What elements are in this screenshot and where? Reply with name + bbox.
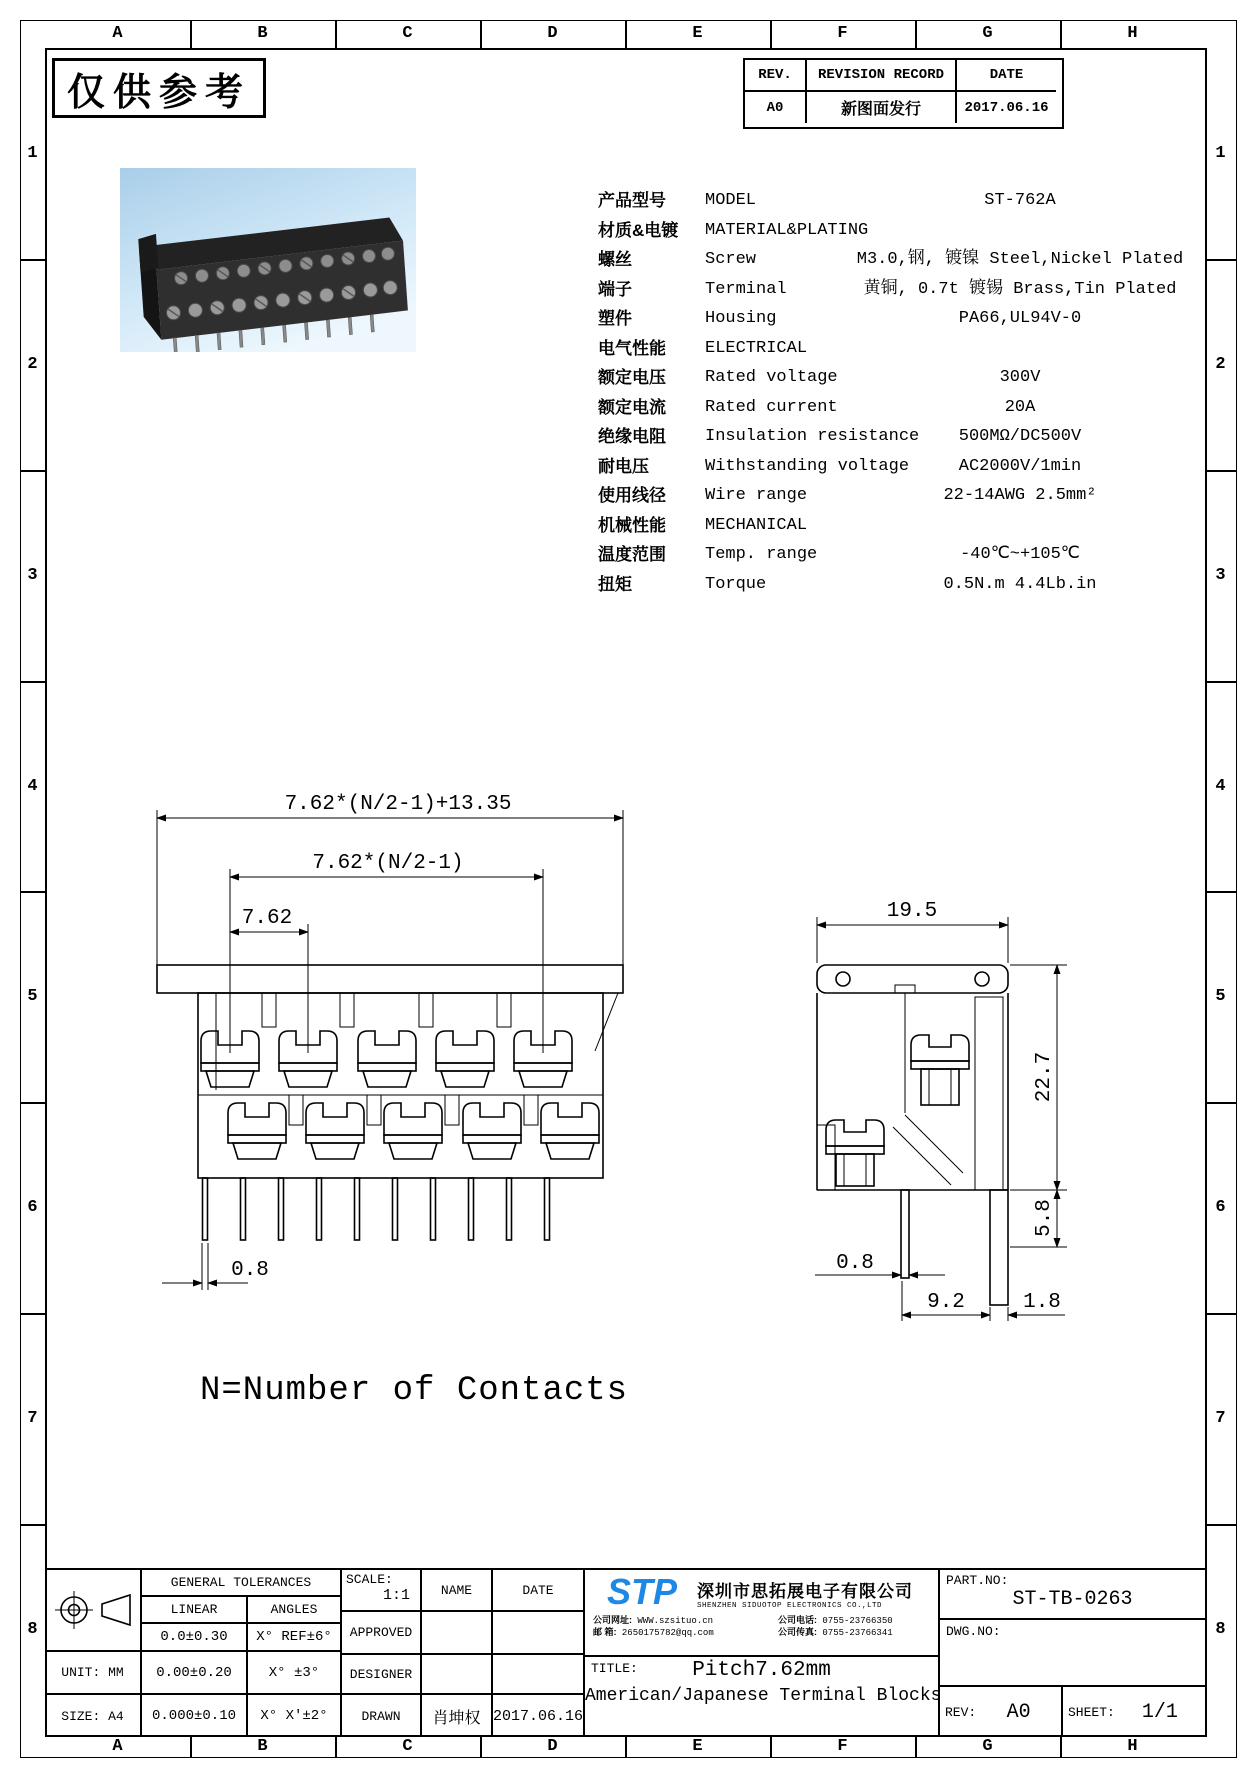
approved-date — [493, 1612, 585, 1655]
spec-label-en: ELECTRICAL — [705, 338, 808, 358]
spec-label-zh: 塑件 — [598, 309, 632, 328]
email-label: 邮 箱: — [593, 1627, 617, 1637]
grid-row-label: 8 — [1215, 1620, 1226, 1639]
dim-front-pitch: 7.62 — [241, 907, 293, 930]
grid-row-label: 4 — [1215, 777, 1226, 796]
spec-row — [598, 452, 1185, 482]
spec-label-en: Withstanding voltage — [705, 456, 910, 476]
spec-row — [598, 186, 1185, 216]
rev-header: REV. — [745, 60, 807, 92]
title-cell — [585, 1657, 940, 1737]
drawn-date: 2017.06.16 — [493, 1695, 585, 1737]
spec-label-en: Terminal — [705, 279, 787, 299]
front-view-drawing — [150, 785, 640, 1310]
company-name-en: SHENZHEN SIDUOTOP ELECTRONICS CO.,LTD — [697, 1601, 883, 1610]
dim-front-pin: 0.8 — [231, 1259, 269, 1282]
revision-date: 2017.06.16 — [964, 99, 1049, 116]
grid-col-label: D — [547, 1737, 558, 1756]
fax-value: 0755-23766341 — [822, 1628, 893, 1638]
angles-header: ANGLES — [248, 1597, 342, 1624]
rev-value: A0 — [1006, 1700, 1031, 1724]
drawing-title-line2: American/Japanese Terminal Blocks — [585, 1686, 942, 1706]
grid-col-label: B — [257, 1737, 268, 1756]
approved-name — [422, 1612, 493, 1655]
grid-row-label: 6 — [1215, 1198, 1226, 1217]
spec-label-en: Rated current — [705, 397, 838, 417]
grid-col-label: A — [112, 24, 123, 43]
company-contact — [585, 1613, 938, 1639]
spec-value: 20A — [1004, 397, 1036, 417]
revision-description: 新图面发行 — [807, 92, 957, 123]
spec-label-en: Screw — [705, 250, 757, 269]
spec-label-zh: 额定电压 — [598, 368, 666, 387]
grid-row-label: 5 — [27, 987, 38, 1006]
designer-date — [493, 1655, 585, 1695]
grid-row-label: 1 — [27, 144, 38, 163]
contacts-note: N=Number of Contacts — [200, 1372, 629, 1410]
grid-col-label: F — [837, 24, 848, 43]
scale-label: SCALE: — [346, 1572, 393, 1587]
dim-front-span: 7.62*(N/2-1) — [312, 852, 464, 875]
grid-col-label: C — [402, 1737, 413, 1756]
terminal-block-photo — [120, 168, 416, 352]
email-value: 2650175782@qq.com — [621, 1628, 714, 1638]
tolerance-angle: X° REF±6° — [248, 1624, 342, 1652]
spec-value — [855, 216, 1185, 246]
spec-label-en: Temp. range — [705, 545, 818, 564]
grid-col-label: B — [257, 24, 268, 43]
spec-value: 22-14AWG 2.5mm² — [943, 486, 1097, 505]
spec-value: 0.5N.m 4.4Lb.in — [943, 574, 1097, 594]
title-label: TITLE: — [591, 1661, 638, 1676]
scale-cell — [342, 1570, 422, 1612]
grid-row-label: 6 — [27, 1198, 38, 1217]
scale-value: 1:1 — [382, 1587, 410, 1604]
spec-row — [598, 570, 1185, 600]
spec-row — [598, 216, 1185, 246]
approved-label: APPROVED — [342, 1612, 422, 1655]
tolerance-linear: 0.0±0.30 — [142, 1624, 248, 1652]
rev-value: A0 — [745, 92, 807, 123]
grid-row-label: 7 — [27, 1409, 38, 1428]
upper-screw-row — [201, 1031, 572, 1087]
spec-table — [598, 186, 1185, 599]
sheet-label: SHEET: — [1068, 1704, 1115, 1720]
spec-row — [598, 304, 1185, 334]
size-cell: SIZE: A4 — [45, 1695, 142, 1737]
spec-value: AC2000V/1min — [958, 456, 1082, 476]
tolerance-angle: X° X'±2° — [248, 1695, 342, 1737]
side-view-drawing — [755, 885, 1100, 1335]
phone-value: 0755-23766350 — [822, 1616, 893, 1626]
spec-label-zh: 电气性能 — [598, 338, 666, 358]
spec-value: PA66,UL94V-0 — [958, 309, 1082, 328]
spec-row — [598, 363, 1185, 393]
name-header: NAME — [422, 1570, 493, 1612]
spec-label-zh: 机械性能 — [598, 515, 666, 535]
grid-row-label: 3 — [27, 566, 38, 585]
spec-label-zh: 材质&电镀 — [598, 220, 679, 240]
spec-row — [598, 334, 1185, 364]
spec-row — [598, 422, 1185, 452]
grid-row-label: 4 — [27, 777, 38, 796]
grid-col-label: A — [112, 1737, 123, 1756]
spec-value: ST-762A — [984, 191, 1056, 210]
designer-name — [422, 1655, 493, 1695]
third-angle-projection-icon — [46, 1580, 139, 1640]
dim-side-pin-span: 9.2 — [927, 1291, 965, 1314]
grid-col-label: D — [547, 24, 558, 43]
spec-label-en: Torque — [705, 574, 767, 594]
grid-col-label: E — [692, 24, 703, 43]
company-name-cn: 深圳市思拓展电子有限公司 — [697, 1581, 913, 1601]
spec-label-en: MATERIAL&PLATING — [705, 220, 869, 240]
spec-label-en: Wire range — [705, 486, 808, 505]
sheet-cell — [1063, 1687, 1205, 1737]
grid-col-label: H — [1127, 1737, 1138, 1756]
dim-side-pin: 0.8 — [836, 1252, 874, 1275]
grid-col-label: C — [402, 24, 413, 43]
spec-label-en: Housing — [705, 309, 777, 328]
grid-col-label: G — [982, 1737, 993, 1756]
revision-table — [743, 58, 1064, 129]
dim-side-height: 22.7 — [1033, 1051, 1056, 1103]
spec-row — [598, 540, 1185, 570]
spec-value: M3.0,钢, 镀镍 Steel,Nickel Plated — [856, 250, 1184, 269]
unit-cell: UNIT: MM — [45, 1652, 142, 1695]
spec-label-zh: 使用线径 — [598, 486, 666, 505]
spec-row — [598, 481, 1185, 511]
spec-label-zh: 产品型号 — [598, 191, 666, 210]
stp-logo — [593, 1573, 691, 1613]
grid-col-label: F — [837, 1737, 848, 1756]
grid-row-label: 7 — [1215, 1409, 1226, 1428]
pins — [203, 1178, 550, 1240]
spec-label-en: Rated voltage — [705, 368, 838, 387]
dwgno-cell — [940, 1620, 1205, 1687]
spec-value: 500MΩ/DC500V — [958, 427, 1082, 446]
spec-row — [598, 275, 1185, 305]
grid-col-label: E — [692, 1737, 703, 1756]
designer-label: DESIGNER — [342, 1655, 422, 1695]
fax-label: 公司传真: — [778, 1627, 817, 1637]
partno-cell — [940, 1570, 1205, 1620]
spec-label-zh: 额定电流 — [598, 397, 666, 417]
spec-value: -40℃~+105℃ — [960, 545, 1080, 564]
product-photo — [120, 168, 416, 352]
dim-side-tail: 5.8 — [1033, 1199, 1056, 1237]
spec-label-zh: 端子 — [598, 279, 632, 299]
grid-row-label: 3 — [1215, 566, 1226, 585]
tolerance-linear: 0.00±0.20 — [142, 1652, 248, 1695]
spec-label-en: MECHANICAL — [705, 515, 808, 535]
grid-row-label: 5 — [1215, 987, 1226, 1006]
revision-record-header: REVISION RECORD — [807, 60, 957, 92]
svg-text:STP: STP — [606, 1573, 678, 1612]
date-header: DATE — [493, 1570, 585, 1612]
drawn-name: 肖坤权 — [422, 1695, 493, 1737]
grid-row-label: 2 — [1215, 355, 1226, 374]
phone-label: 公司电话: — [778, 1615, 817, 1625]
rev-label: REV: — [945, 1704, 977, 1720]
spec-value: 300V — [999, 368, 1041, 387]
partno-label: PART.NO: — [946, 1573, 1009, 1588]
website-label: 公司网址: — [593, 1615, 632, 1625]
dwgno-label: DWG.NO: — [946, 1624, 1001, 1639]
lower-screw-row — [228, 1103, 599, 1159]
sheet-value: 1/1 — [1141, 1700, 1178, 1724]
partno-value: ST-TB-0263 — [1012, 1588, 1133, 1611]
title-block — [45, 1568, 1205, 1737]
grid-col-label: H — [1127, 24, 1138, 43]
projection-symbol-cell — [45, 1570, 142, 1652]
dim-side-width: 19.5 — [886, 900, 938, 923]
date-header: DATE — [957, 60, 1056, 92]
grid-row-label: 1 — [1215, 144, 1226, 163]
spec-label-en: MODEL — [705, 191, 757, 210]
spec-value — [855, 511, 1185, 541]
spec-row — [598, 511, 1185, 541]
website-value: WWW.szsituo.cn — [637, 1616, 714, 1626]
spec-label-zh: 温度范围 — [598, 545, 666, 564]
spec-value — [855, 334, 1185, 364]
reference-only-stamp: 仅供参考 — [52, 58, 266, 118]
tolerances-header: GENERAL TOLERANCES — [142, 1570, 342, 1597]
spec-label-zh: 耐电压 — [598, 456, 649, 476]
dim-side-leg: 1.8 — [1023, 1291, 1061, 1314]
grid-col-label: G — [982, 24, 993, 43]
spec-row — [598, 245, 1185, 275]
tolerance-linear: 0.000±0.10 — [142, 1695, 248, 1737]
tolerance-angle: X° ±3° — [248, 1652, 342, 1695]
spec-value: 黄铜, 0.7t 镀锡 Brass,Tin Plated — [863, 279, 1177, 299]
linear-header: LINEAR — [142, 1597, 248, 1624]
drawn-label: DRAWN — [342, 1695, 422, 1737]
drawing-title-line1: Pitch7.62mm — [692, 1659, 831, 1682]
dim-front-overall: 7.62*(N/2-1)+13.35 — [284, 793, 512, 816]
grid-row-label: 8 — [27, 1620, 38, 1639]
grid-row-label: 2 — [27, 355, 38, 374]
spec-label-zh: 绝缘电阻 — [598, 427, 666, 446]
spec-row — [598, 393, 1185, 423]
spec-label-zh: 螺丝 — [598, 250, 632, 269]
company-cell — [585, 1570, 940, 1657]
spec-label-en: Insulation resistance — [705, 427, 920, 446]
spec-label-zh: 扭矩 — [598, 574, 632, 594]
rev-cell — [940, 1687, 1063, 1737]
